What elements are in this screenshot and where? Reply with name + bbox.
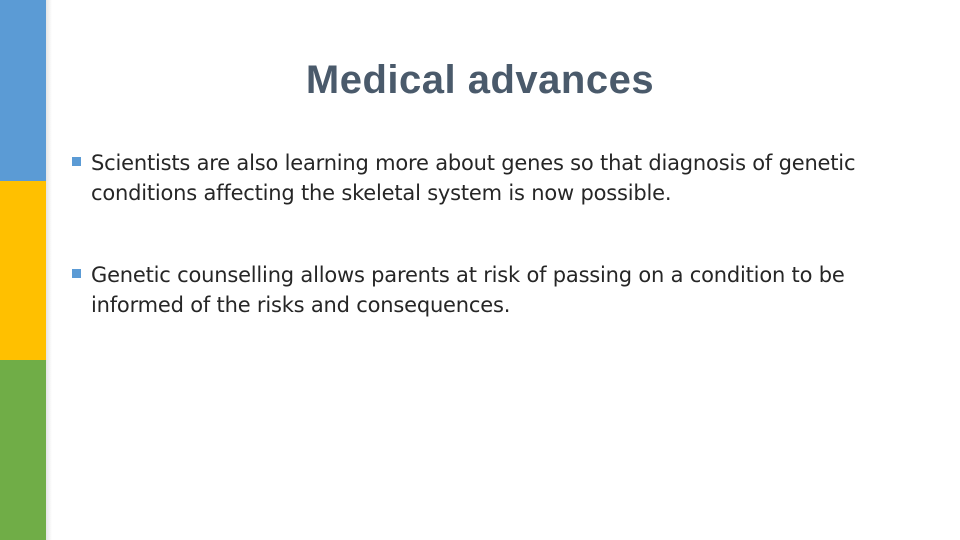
square-bullet-icon [72,157,81,166]
bullet-text: Scientists are also learning more about genes so that diagnosis of genetic conditions affecting the skeletal system is now possible. [91,151,856,205]
slide-title: Medical advances [305,58,655,102]
square-bullet-icon [72,269,81,278]
side-bar-yellow [0,181,46,360]
bullet-text: Genetic counselling allows parents at risk of passing on a condition to be informed of the risks and consequences. [91,263,845,317]
bullet-item [72,148,922,208]
bullet-item [72,260,922,320]
side-bar-green [0,360,46,540]
bullet-list [72,148,922,320]
